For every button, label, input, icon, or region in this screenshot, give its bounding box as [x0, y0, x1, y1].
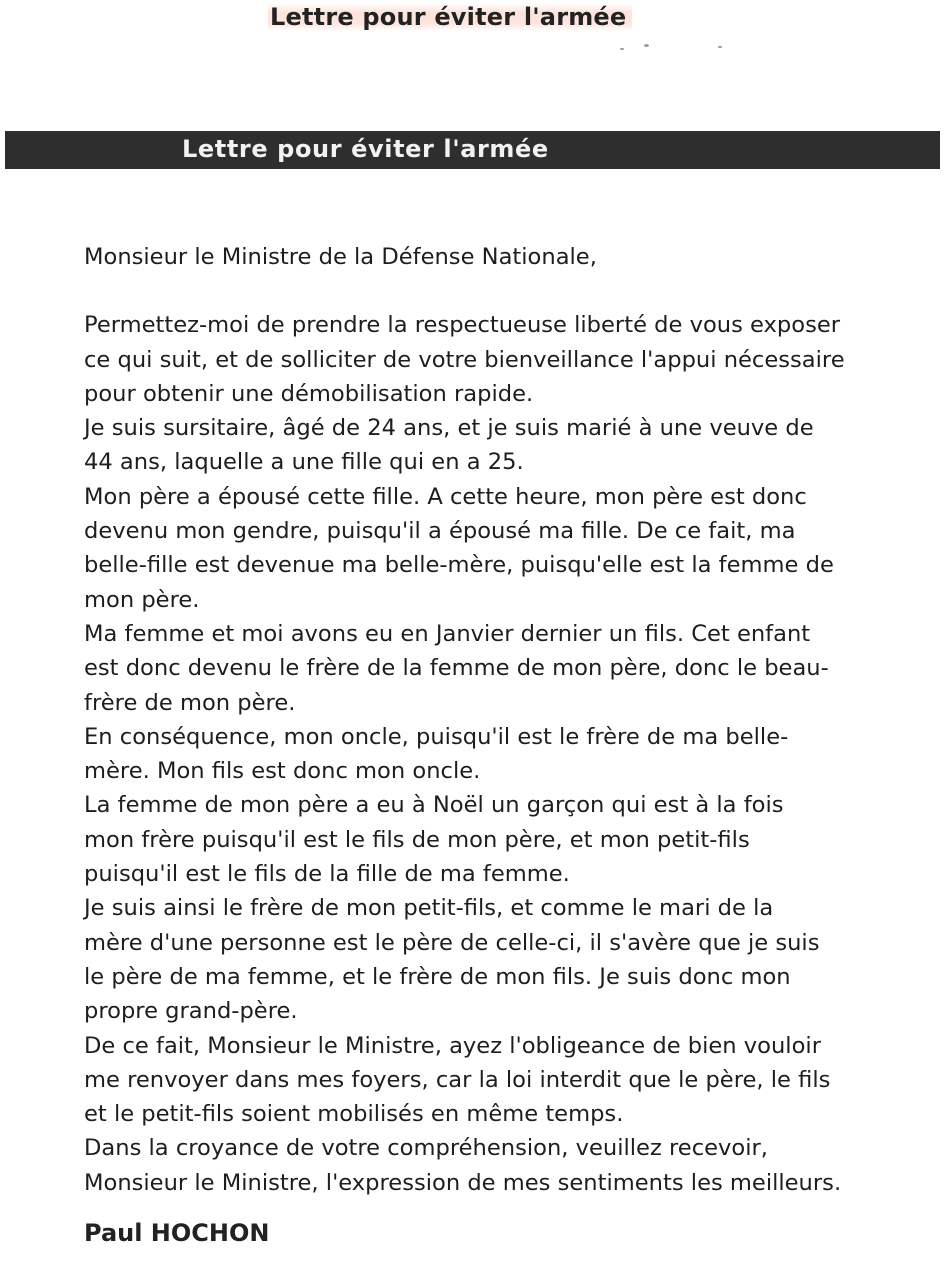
letter-line: Ma femme et moi avons eu en Janvier dernier un fils. Cet enfant — [84, 620, 811, 647]
letter-line: ce qui suit, et de solliciter de votre bienveillance l'appui nécessaire — [84, 346, 845, 373]
scan-speck — [718, 46, 722, 48]
letter-line: En conséquence, mon oncle, puisqu'il est le frère de ma belle- — [84, 723, 789, 750]
letter-line: et le petit-fils soient mobilisés en même temps. — [84, 1101, 624, 1128]
letter-line: mon frère puisqu'il est le fils de mon père, et mon petit-fils — [84, 826, 750, 853]
letter-salutation: Monsieur le Ministre de la Défense Nationale, — [84, 244, 597, 270]
letter-line: Permettez-moi de prendre la respectueuse liberté de vous exposer — [84, 312, 841, 339]
letter-body — [84, 240, 934, 1200]
page-title — [268, 3, 632, 31]
letter-line: La femme de mon père a eu à Noël un garçon qui est à la fois — [84, 792, 784, 819]
letter-line: Dans la croyance de votre compréhension, veuillez recevoir, — [84, 1135, 768, 1162]
letter-line: 44 ans, laquelle a une fille qui en a 25. — [84, 449, 524, 476]
letter-line: le père de ma femme, et le frère de mon fils. Je suis donc mon — [84, 963, 791, 990]
scan-speck — [644, 44, 649, 47]
letter-line: Monsieur le Ministre, l'expression de mes sentiments les meilleurs. — [84, 1169, 842, 1196]
scan-speck — [620, 48, 624, 50]
letter-line: propre grand-père. — [84, 998, 298, 1025]
banner-title: Lettre pour éviter l'armée — [182, 135, 549, 163]
letter-line: Je suis ainsi le frère de mon petit-fils, et comme le mari de la — [84, 895, 774, 922]
letter-line: pour obtenir une démobilisation rapide. — [84, 380, 534, 407]
signature: Paul HOCHON — [84, 1219, 270, 1247]
page-title-text: Lettre pour éviter l'armée — [268, 3, 632, 31]
letter-line: devenu mon gendre, puisqu'il a épousé ma fille. De ce fait, ma — [84, 518, 796, 545]
letter-line: frère de mon père. — [84, 689, 296, 716]
letter-line: est donc devenu le frère de la femme de mon père, donc le beau- — [84, 655, 829, 682]
title-banner — [5, 131, 940, 169]
letter-paragraph — [84, 308, 934, 1200]
letter-line: mon père. — [84, 586, 200, 613]
letter-line: Mon père a épousé cette fille. A cette heure, mon père est donc — [84, 483, 807, 510]
letter-line: me renvoyer dans mes foyers, car la loi interdit que le père, le fils — [84, 1066, 831, 1093]
letter-line: belle-fille est devenue ma belle-mère, puisqu'elle est la femme de — [84, 552, 834, 579]
letter-line: Je suis sursitaire, âgé de 24 ans, et je suis marié à une veuve de — [84, 415, 814, 442]
letter-line: De ce fait, Monsieur le Ministre, ayez l'obligeance de bien vouloir — [84, 1032, 821, 1059]
letter-line: mère d'une personne est le père de celle-ci, il s'avère que je suis — [84, 929, 820, 956]
letter-line: puisqu'il est le fils de la fille de ma femme. — [84, 861, 570, 888]
letter-line: mère. Mon fils est donc mon oncle. — [84, 758, 481, 785]
